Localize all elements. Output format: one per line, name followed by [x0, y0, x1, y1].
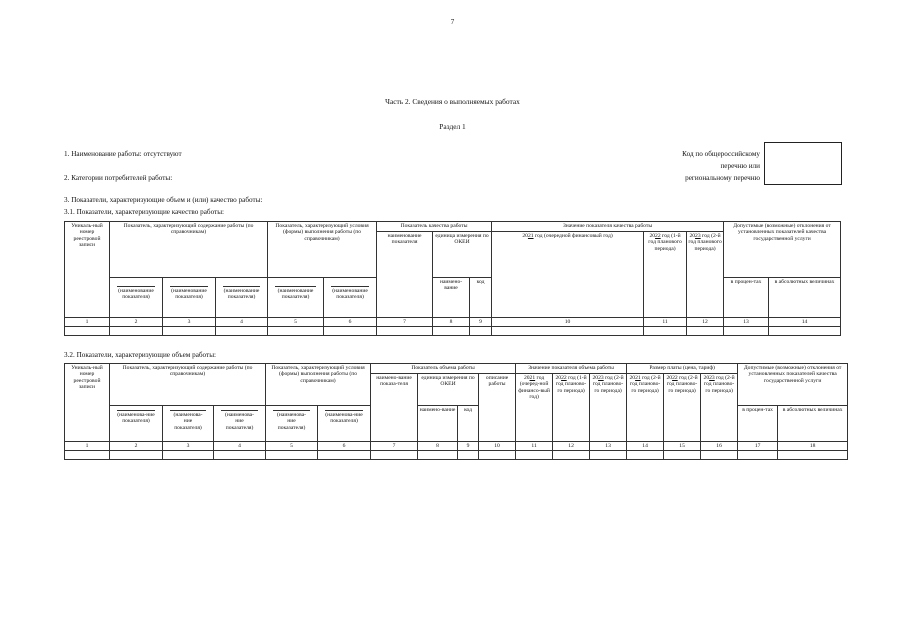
t2-col-num: 3 [163, 442, 214, 451]
t1-col-num: 8 [433, 318, 470, 327]
t1-col-num: 10 [492, 318, 644, 327]
t1-h-content: Показатель, характеризующий содержание работы (по справочникам) [110, 222, 268, 278]
t2-h-unit-name: наимено-вание [418, 406, 458, 442]
t1-sub-4: (наименование показателя) [268, 278, 324, 318]
indicators-field: 3. Показатели, характеризующие объем и (или) качество работы: [64, 196, 263, 204]
t1-h-percent: в процен-тах [724, 278, 769, 318]
t2-col-num: 1 [65, 442, 110, 451]
work-name-field: 1. Наименование работы: отсутствуют [64, 150, 182, 158]
t2-sub-2: (наименова-ние показателя) [163, 406, 214, 442]
t2-col-num: 17 [738, 442, 778, 451]
t1-h-conditions: Показатель, характеризующий условия (формы) выполнения работы (по справочникам) [268, 222, 377, 278]
t2-sub-1: (наименова-ние показателя) [110, 406, 163, 442]
consumers-field: 2. Категории потребителей работы: [64, 174, 173, 182]
t1-h-unit-name: наимено-вание [433, 278, 470, 318]
t2-h-content: Показатель, характеризующий содержание работы (по справочникам) [110, 364, 266, 406]
t2-h-value-year1: 2021 год (очеред-ной финансо-вый год) [516, 374, 553, 442]
t1-h-allowed: Допустимые (возможные) отклонения от установленных показателей качества государственной услуги [724, 222, 841, 278]
code-label-3: региональному перечню [685, 174, 760, 182]
t1-col-num: 5 [268, 318, 324, 327]
t1-col-num: 11 [644, 318, 687, 327]
t2-sub-4: (наименова-ние показателя) [266, 406, 318, 442]
t2-col-num: 12 [553, 442, 590, 451]
t1-col-num: 1 [65, 318, 110, 327]
t2-sub-3: (наименова-ние показателя) [214, 406, 266, 442]
t1-col-num: 9 [470, 318, 492, 327]
t1-col-num: 3 [163, 318, 216, 327]
code-box[interactable] [764, 142, 842, 185]
t1-number-row [65, 318, 841, 327]
volume-table [64, 363, 848, 460]
t2-h-unit-code: код [458, 406, 479, 442]
t1-h-qname: наименование показателя [377, 232, 433, 318]
t1-h-unit-code: код [470, 278, 492, 318]
t1-h-unit: единица измерения по ОКЕИ [433, 232, 492, 278]
t2-col-num: 16 [701, 442, 738, 451]
t1-col-num: 2 [110, 318, 163, 327]
t1-h-unique: Уникаль-ный номер реестровой записи [65, 222, 110, 318]
t1-empty-row[interactable] [65, 327, 841, 336]
t2-col-num: 8 [418, 442, 458, 451]
t2-h-desc: описание работы [479, 374, 516, 442]
t1-col-num: 4 [216, 318, 268, 327]
t2-col-num: 15 [664, 442, 701, 451]
t1-sub-2: (наименование показателя) [163, 278, 216, 318]
t2-empty-row[interactable] [65, 451, 848, 460]
t1-h-quality: Показатель качества работы [377, 222, 492, 232]
section-title: Раздел 1 [439, 122, 466, 131]
t2-col-num: 11 [516, 442, 553, 451]
t2-col-num: 7 [371, 442, 418, 451]
t1-h-year3: 2023 год (2-й год планового периода) [687, 232, 724, 318]
t2-h-fee: Размер платы (цена, тариф) [627, 364, 738, 374]
code-label-2: перечню или [720, 162, 760, 170]
t1-h-year1: 2021 год (очередной финансовый год) [492, 232, 644, 318]
t2-sub-5: (наименова-ние показателя) [318, 406, 371, 442]
t2-h-value-year2: 2022 год (1-й год планово-го периода) [553, 374, 590, 442]
t2-col-num: 6 [318, 442, 371, 451]
t2-h-absolute: в абсолютных величинах [778, 406, 848, 442]
t2-h-value: Значение показателя объема работы [516, 364, 627, 374]
page-number: 7 [450, 18, 455, 26]
t2-h-value-year3: 2023 год (2-й год планово-го периода) [590, 374, 627, 442]
t2-h-conditions: Показатель, характеризующий условия (формы) выполнения работы (по справочникам) [266, 364, 371, 406]
t1-col-num: 7 [377, 318, 433, 327]
quality-heading: 3.1. Показатели, характеризующие качество работы: [64, 208, 225, 216]
t2-h-fee-year2: 2022 год (2-й год планово-го периода) [664, 374, 701, 442]
t2-col-num: 4 [214, 442, 266, 451]
t2-h-volume: Показатель объема работы [371, 364, 516, 374]
t1-h-value: Значение показателя качества работы [492, 222, 724, 232]
t2-col-num: 18 [778, 442, 848, 451]
t2-h-fee-year3: 2023 год (2-й год планово-го периода) [701, 374, 738, 442]
t2-h-allowed: Допустимые (возможные) отклонения от установленных показателей качества государственной услуги [738, 364, 848, 406]
t2-col-num: 10 [479, 442, 516, 451]
t1-sub-3: (наименование показателя) [216, 278, 268, 318]
t2-h-unique: Уникаль-ный номер реестровой записи [65, 364, 110, 442]
t2-col-num: 9 [458, 442, 479, 451]
t1-col-num: 12 [687, 318, 724, 327]
volume-heading: 3.2. Показатели, характеризующие объем работы: [64, 351, 217, 359]
t2-number-row [65, 442, 848, 451]
t2-col-num: 5 [266, 442, 318, 451]
t1-col-num: 13 [724, 318, 769, 327]
t1-h-year2: 2022 год (1-й год планового периода) [644, 232, 687, 318]
t2-h-vname: наимено-вание показа-теля [371, 374, 418, 442]
t1-sub-1: (наименование показателя) [110, 278, 163, 318]
t2-h-fee-year1: 2021 год (2-й год планово-го периода) [627, 374, 664, 442]
t2-col-num: 14 [627, 442, 664, 451]
t2-col-num: 13 [590, 442, 627, 451]
t1-h-absolute: в абсолютных величинах [769, 278, 841, 318]
quality-table [64, 221, 841, 336]
t2-h-unit: единица измерения по ОКЕИ [418, 374, 479, 406]
t1-sub-5: (наименование показателя) [324, 278, 377, 318]
t1-col-num: 6 [324, 318, 377, 327]
t2-col-num: 2 [110, 442, 163, 451]
t2-h-percent: в процен-тах [738, 406, 778, 442]
code-label-1: Код по общероссийскому [682, 150, 760, 158]
t1-col-num: 14 [769, 318, 841, 327]
part-title: Часть 2. Сведения о выполняемых работах [385, 97, 520, 106]
